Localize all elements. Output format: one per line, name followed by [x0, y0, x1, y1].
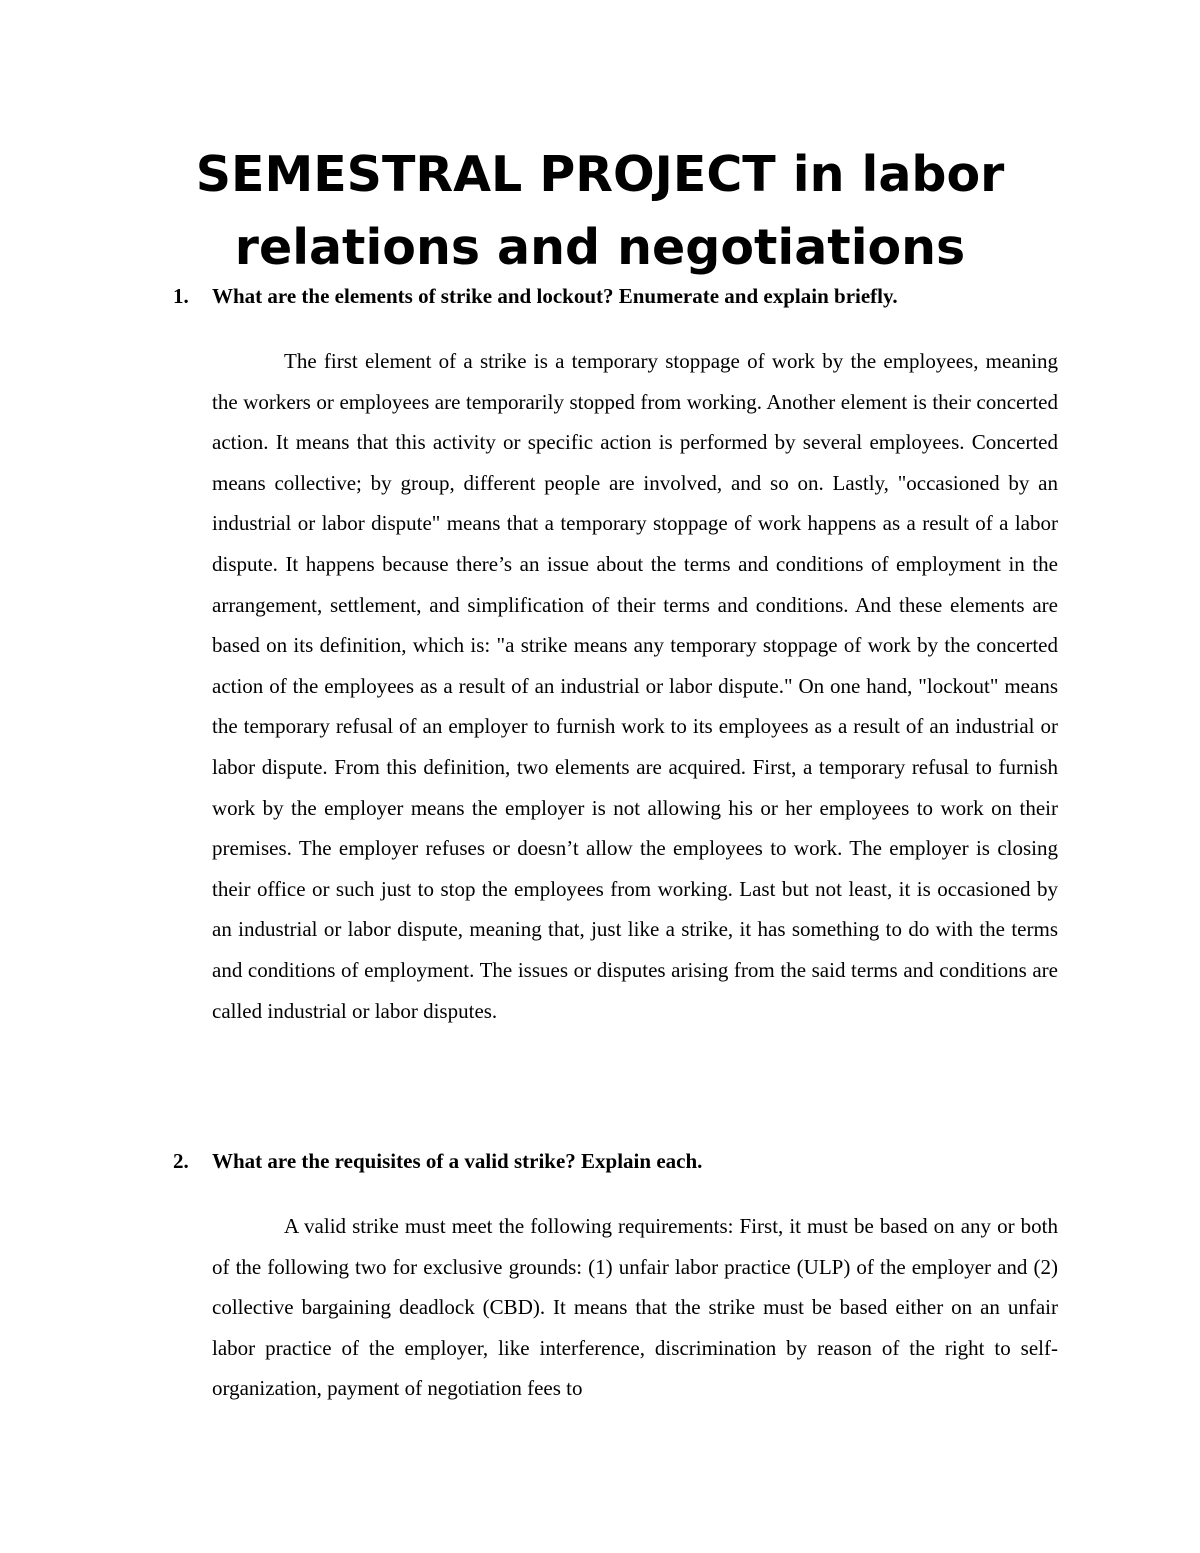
question-text: What are the requisites of a valid strike? Explain each.	[212, 1149, 703, 1173]
answer-2: A valid strike must meet the following requirements: First, it must be based on any or both of the following two for exclusive grounds: (1) unfair labor practice (ULP) of the employer and (2) collective bargaining deadlock (CBD). It means that the strike must be based either on an unfair labor practice of the employer, like interference, discrimination by reason of the right to self-organization, payment of negotiation fees to	[212, 1214, 1058, 1401]
question-2	[173, 1146, 1073, 1176]
document-title: SEMESTRAL PROJECT in labor relations and negotiations	[195, 146, 1005, 276]
question-text: What are the elements of strike and lockout? Enumerate and explain briefly.	[212, 284, 898, 308]
question-1	[173, 281, 1073, 311]
question-number: 1.	[173, 284, 189, 308]
answer-1: The first element of a strike is a temporary stoppage of work by the employees, meaning the workers or employees are temporarily stopped from working. Another element is their concerted action. It means that this activity or specific action is performed by several employees. Concerted means collective; by group, different people are involved, and so on. Lastly, "occasioned by an industrial or labor dispute" means that a temporary stoppage of work happens as a result of a labor dispute. It happens because there’s an issue about the terms and conditions of employment in the arrangement, settlement, and simplification of their terms and conditions. And these elements are based on its definition, which is: "a strike means any temporary stoppage of work by the concerted action of the employees as a result of an industrial or labor dispute." On one hand, "lockout" means the temporary refusal of an employer to furnish work to its employees as a result of an industrial or labor dispute. From this definition, two elements are acquired. First, a temporary refusal to furnish work by the employer means the employer is not allowing his or her employees to work on their premises. The employer refuses or doesn’t allow the employees to work. The employer is closing their office or such just to stop the employees from working. Last but not least, it is occasioned by an industrial or labor dispute, meaning that, just like a strike, it has something to do with the terms and conditions of employment. The issues or disputes arising from the said terms and conditions are called industrial or labor disputes.	[212, 349, 1058, 1023]
question-number: 2.	[173, 1149, 189, 1173]
